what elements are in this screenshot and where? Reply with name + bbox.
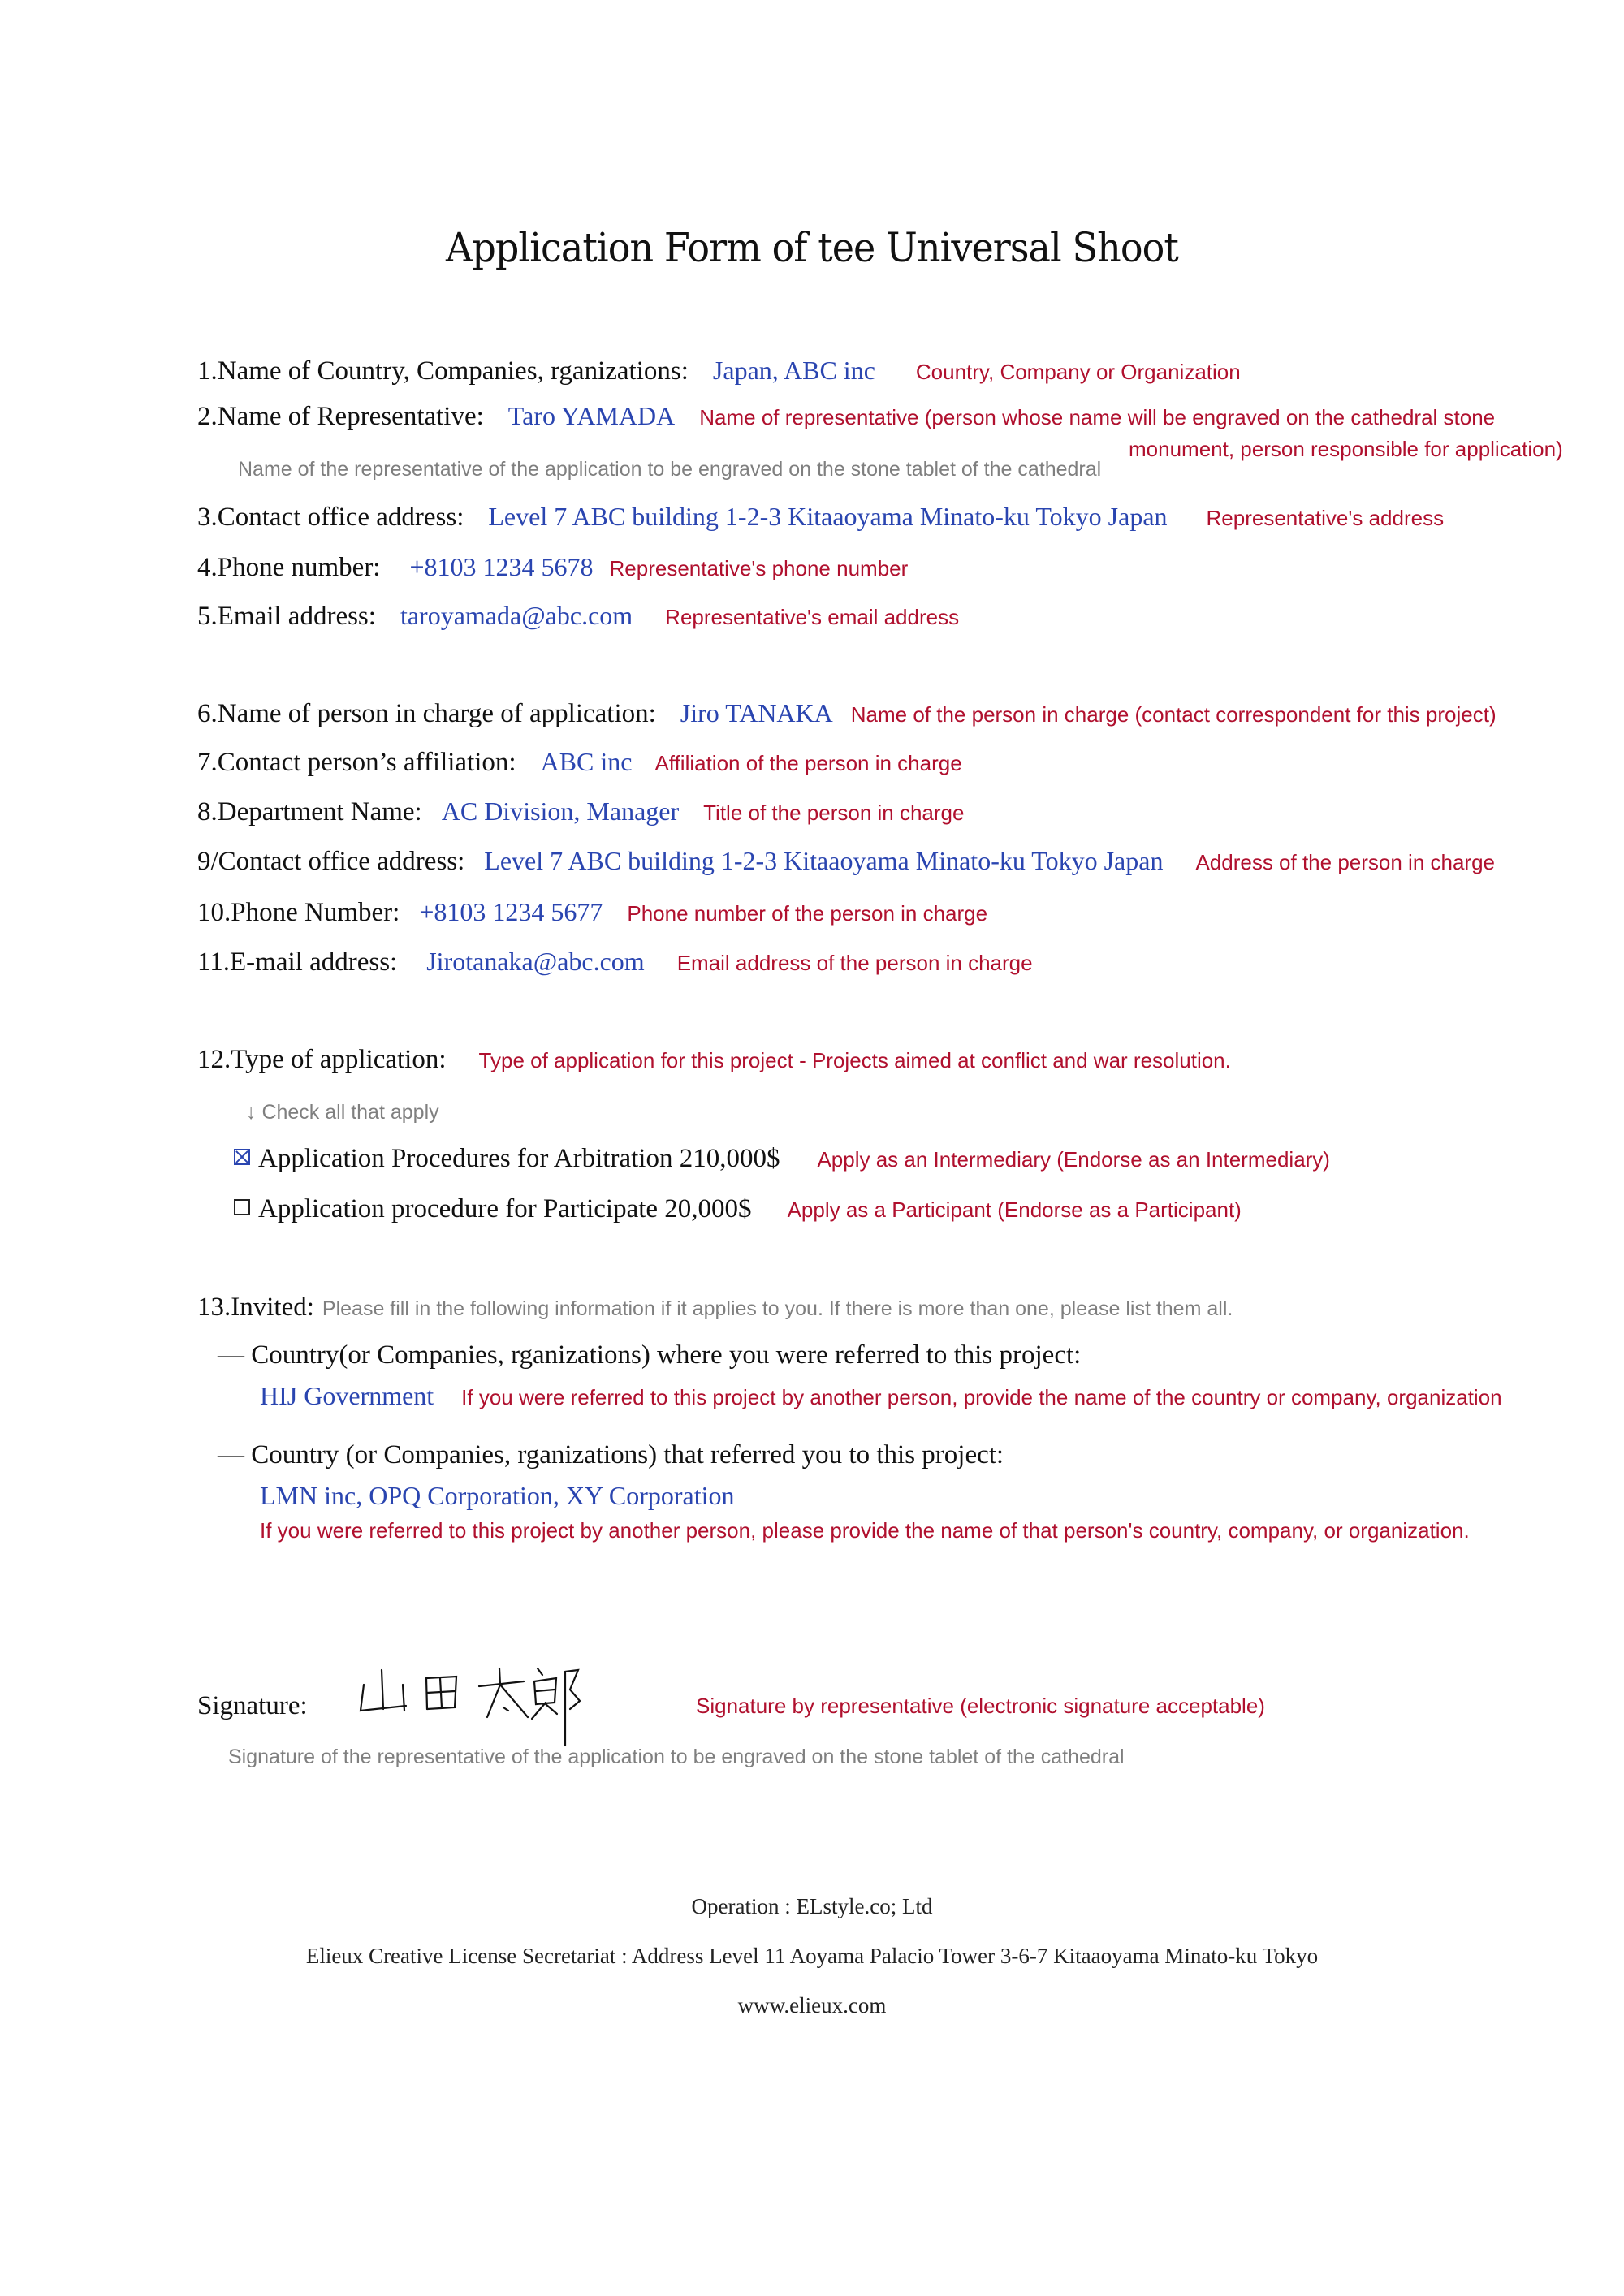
field-label: 7.Contact person’s affiliation: <box>197 748 516 777</box>
referred-by-label: — Country (or Companies, rganizations) that referred you to this project: <box>218 1440 1004 1470</box>
field-hint: If you were referred to this project by another person, provide the name of the country or company, organization <box>461 1385 1502 1409</box>
referred-where-input[interactable]: HIJ Government <box>260 1381 434 1410</box>
page-title: Application Form of tee Universal Shoot <box>446 224 1178 271</box>
option-label[interactable]: Application Procedures for Arbitration 210,000$ <box>258 1144 780 1173</box>
field-hint: Type of application for this project - Projects aimed at conflict and war resolution. <box>478 1048 1231 1072</box>
field-label: 5.Email address: <box>197 602 376 631</box>
field-contact-address <box>197 846 1519 877</box>
field-label: 13.Invited: <box>197 1293 314 1322</box>
field-organization <box>197 356 1265 386</box>
field-label: 4.Phone number: <box>197 553 381 582</box>
contact-address-input[interactable]: Level 7 ABC building 1-2-3 Kitaaoyama Minato-ku Tokyo Japan <box>484 846 1164 875</box>
rep-phone-input[interactable]: +8103 1234 5678 <box>409 552 594 581</box>
rep-email-input[interactable]: taroyamada@abc.com <box>400 601 633 630</box>
organization-input[interactable]: Japan, ABC inc <box>712 356 875 385</box>
field-rep-email <box>197 601 983 632</box>
field-label: 12.Type of application: <box>197 1045 447 1074</box>
signature-hint: Signature by representative (electronic signature acceptable) <box>696 1694 1265 1718</box>
affiliation-input[interactable]: ABC inc <box>540 747 633 776</box>
option-arbitration[interactable] <box>234 1144 1354 1174</box>
field-hint: Representative's phone number <box>609 556 909 580</box>
department-input[interactable]: AC Division, Manager <box>441 796 680 826</box>
field-hint: Title of the person in charge <box>703 801 965 825</box>
field-representative <box>197 401 1519 432</box>
field-hint: Affiliation of the person in charge <box>654 751 962 775</box>
field-department <box>197 796 988 827</box>
representative-input[interactable]: Taro YAMADA <box>508 401 676 430</box>
signature-label: Signature: <box>197 1691 308 1720</box>
field-label: 11.E-mail address: <box>197 947 398 977</box>
referred-where-field <box>260 1381 1527 1411</box>
field-hint: Address of the person in charge <box>1195 850 1495 874</box>
field-label: 10.Phone Number: <box>197 898 400 927</box>
field-label: 6.Name of person in charge of application: <box>197 699 656 728</box>
field-hint: Phone number of the person in charge <box>627 901 988 926</box>
field-label: 2.Name of Representative: <box>197 402 484 431</box>
rep-address-input[interactable]: Level 7 ABC building 1-2-3 Kitaaoyama Minato-ku Tokyo Japan <box>488 502 1168 531</box>
referred-by-hint: If you were referred to this project by another person, please provide the name of that person's country, company, or organization. <box>260 1518 1470 1543</box>
contact-email-input[interactable]: Jirotanaka@abc.com <box>426 947 645 976</box>
option-participate[interactable] <box>234 1194 1266 1224</box>
field-hint: Name of representative (person whose name will be engraved on the cathedral stone <box>699 405 1496 429</box>
footer-operation: Operation : ELstyle.co; Ltd <box>691 1894 933 1918</box>
footer-website[interactable]: www.elieux.com <box>737 1993 887 2018</box>
field-label: 9/Contact office address: <box>197 847 465 876</box>
signature-note: Signature of the representative of the application to be engraved on the stone tablet of the cathedral <box>228 1746 1125 1768</box>
field-hint: Name of the person in charge (contact correspondent for this project) <box>850 702 1497 727</box>
field-hint-continued: monument, person responsible for application) <box>1129 437 1563 461</box>
field-hint: Representative's address <box>1206 506 1445 530</box>
footer-secretariat: Elieux Creative License Secretariat : Address Level 11 Aoyama Palacio Tower 3-6-7 Kitaaoyama Minato-ku Tokyo <box>305 1944 1319 1968</box>
field-rep-phone <box>197 552 932 583</box>
field-hint: Country, Company or Organization <box>915 360 1241 384</box>
referred-where-label: — Country(or Companies, rganizations) where you were referred to this project: <box>218 1340 1082 1370</box>
check-all-note: ↓ Check all that apply <box>246 1101 439 1124</box>
field-contact-phone <box>197 897 1012 928</box>
checkbox-checked-icon[interactable] <box>234 1149 250 1165</box>
field-application-type <box>197 1045 1255 1075</box>
contact-phone-input[interactable]: +8103 1234 5677 <box>419 897 603 926</box>
field-invited <box>197 1293 1257 1323</box>
representative-note: Name of the representative of the application to be engraved on the stone tablet of the cathedral <box>238 458 1102 481</box>
field-hint: Representative's email address <box>665 605 960 629</box>
option-hint: Apply as an Intermediary (Endorse as an Intermediary) <box>817 1147 1330 1172</box>
invited-note: Please fill in the following information if it applies to you. If there is more than one, please list them all. <box>322 1297 1233 1320</box>
person-in-charge-input[interactable]: Jiro TANAKA <box>680 698 833 727</box>
field-label: 1.Name of Country, Companies, rganizations: <box>197 356 689 386</box>
option-label[interactable]: Application procedure for Participate 20,000$ <box>258 1194 752 1224</box>
option-hint: Apply as a Participant (Endorse as a Participant) <box>787 1198 1242 1222</box>
field-hint: Email address of the person in charge <box>676 951 1033 975</box>
referred-by-input[interactable]: LMN inc, OPQ Corporation, XY Corporation <box>260 1481 735 1510</box>
field-label: 8.Department Name: <box>197 797 422 826</box>
field-affiliation <box>197 747 987 778</box>
field-rep-address <box>197 502 1468 533</box>
field-person-in-charge <box>197 698 1521 729</box>
handwritten-signature[interactable] <box>357 1660 633 1750</box>
checkbox-unchecked-icon[interactable] <box>234 1199 250 1215</box>
field-contact-email <box>197 947 1057 978</box>
field-label: 3.Contact office address: <box>197 503 464 532</box>
